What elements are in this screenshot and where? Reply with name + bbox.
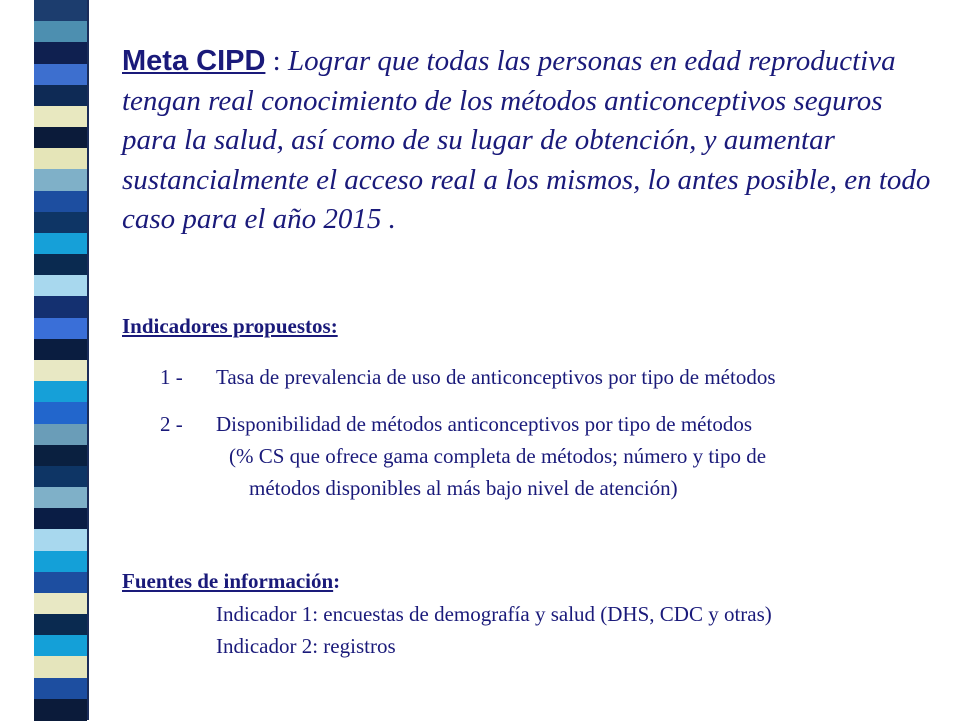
stripe-segment: [34, 424, 87, 446]
indicator-2-note-line2: métodos disponibles al más bajo nivel de atención): [249, 476, 678, 500]
indicator-1-number: 1 -: [160, 365, 183, 389]
stripe-segment: [34, 191, 87, 213]
sources-title-text: Fuentes de información: [122, 569, 334, 593]
stripe-segment: [34, 106, 87, 128]
indicator-2-note-line1: (% CS que ofrece gama completa de métodos; número y tipo de: [229, 444, 767, 468]
stripe-segment: [34, 572, 87, 594]
stripe-edge: [87, 0, 89, 720]
stripe-segment: [34, 233, 87, 255]
stripe-segment: [34, 466, 87, 488]
stripe-segment: [34, 699, 87, 721]
decorative-stripe: [0, 0, 110, 720]
stripe-segment: [34, 678, 87, 700]
stripe-segment: [34, 445, 87, 467]
stripe-segment: [34, 318, 87, 340]
stripe-segment: [34, 593, 87, 615]
indicator-2-number: 2 -: [160, 412, 183, 436]
stripe-segment: [34, 212, 87, 234]
stripe-segment: [34, 148, 87, 170]
sources-title-colon: :: [333, 569, 341, 593]
stripe-segment: [34, 169, 87, 191]
stripe-segment: [34, 64, 87, 86]
stripe-segment: [34, 635, 87, 657]
stripe-segment: [34, 360, 87, 382]
meta-paragraph: [122, 42, 942, 240]
stripe-segment: [34, 0, 87, 22]
indicator-2-text: Disponibilidad de métodos anticonceptivos por tipo de métodos: [216, 412, 753, 436]
stripe-segment: [34, 21, 87, 43]
stripe-segment: [34, 339, 87, 361]
stripe-segment: [34, 487, 87, 509]
stripe-segment: [34, 42, 87, 64]
stripe-segment: [34, 508, 87, 530]
meta-separator: :: [265, 45, 288, 77]
indicators-title: Indicadores propuestos:: [122, 314, 338, 338]
stripe-segment: [34, 614, 87, 636]
sources-title: [122, 569, 340, 594]
stripe-segment: [34, 275, 87, 297]
source-2: Indicador 2: registros: [216, 634, 396, 658]
stripe-segment: [34, 551, 87, 573]
stripe-segment: [34, 381, 87, 403]
stripe-segment: [34, 254, 87, 276]
source-1: Indicador 1: encuestas de demografía y salud (DHS, CDC y otras): [216, 602, 772, 626]
meta-heading: Meta CIPD: [122, 45, 266, 77]
stripe-segment: [34, 296, 87, 318]
indicator-1-text: Tasa de prevalencia de uso de anticonceptivos por tipo de métodos: [216, 365, 776, 389]
stripe-segment: [34, 402, 87, 424]
stripe-segment: [34, 656, 87, 678]
meta-text: Lograr que todas las personas en edad reproductiva tengan real conocimiento de los métodos anticonceptivos seguros para la salud, así como de su lugar de obtención, y aumentar sustancialmente el acceso real a los mismos, lo antes posible, en todo caso para el año 2015 .: [122, 45, 931, 235]
stripe-segment: [34, 529, 87, 551]
stripe-segment: [34, 85, 87, 107]
stripe-segment: [34, 127, 87, 149]
